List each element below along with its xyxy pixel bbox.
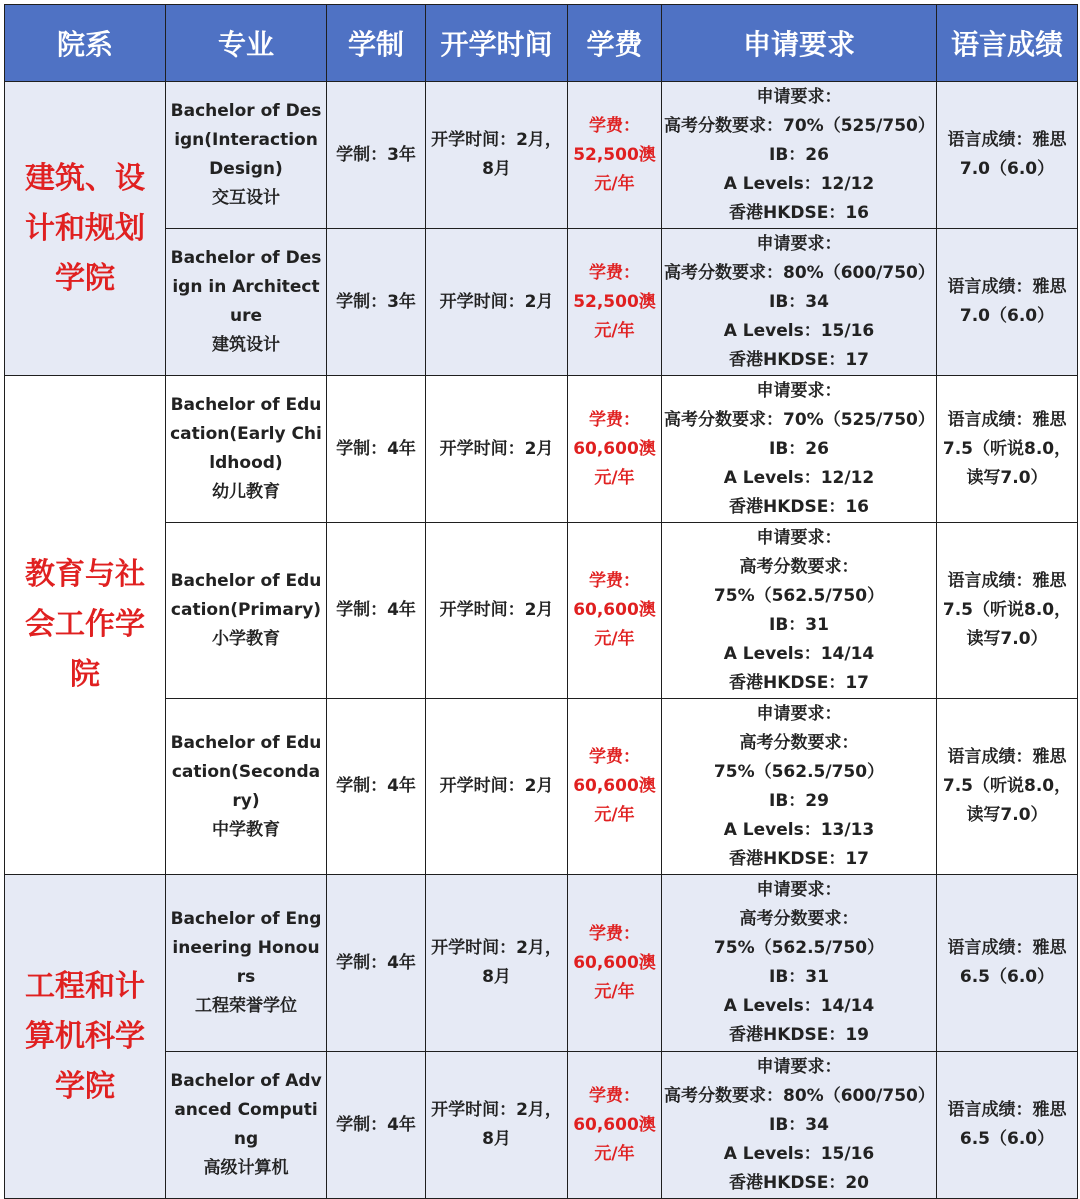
fee-cell: 学费：60,600澳元/年 [568,1052,662,1199]
req-alevel: A Levels：12/12 [723,467,875,488]
major-cell [166,1052,327,1199]
req-hkdse: 香港HKDSE：19 [728,1025,870,1045]
req-title: 申请要求： [756,86,842,107]
req-hkdse: 香港HKDSE：16 [728,202,870,223]
requirements-cell [662,523,937,699]
requirements-cell [662,1052,937,1199]
req-hkdse: 香港HKDSE：16 [728,496,870,517]
req-hkdse: 香港HKDSE：17 [728,349,870,370]
header-duration: 学制 [327,5,426,82]
program-table [4,4,1078,1199]
fee-cell: 学费：60,600澳元/年 [568,699,662,875]
intake-cell: 开学时间：2月，8月 [426,875,568,1052]
intake-cell: 开学时间：2月，8月 [426,1052,568,1199]
header-language: 语言成绩 [937,5,1078,82]
req-title: 申请要求： [756,527,842,548]
req-gaokao: 高考分数要求：75%（562.5/750） [713,556,885,606]
intake-cell: 开学时间：2月 [426,523,568,699]
table-row [5,82,1078,229]
requirements-cell [662,875,937,1052]
req-title: 申请要求： [756,880,842,900]
duration-cell: 学制：4年 [327,875,426,1052]
req-ib: IB：31 [769,967,829,987]
major-english: Bachelor of Education(Early Childhood) [170,395,322,473]
header-fee: 学费 [568,5,662,82]
language-cell: 语言成绩：雅思6.5（6.0） [937,875,1078,1052]
req-alevel: A Levels：12/12 [723,173,875,194]
language-cell: 语言成绩：雅思7.5（听说8.0，读写7.0） [937,523,1078,699]
requirements-cell [662,699,937,875]
major-cell [166,376,327,523]
table-row [5,875,1078,1052]
duration-cell: 学制：4年 [327,376,426,523]
req-title: 申请要求： [756,233,842,254]
requirements-cell [662,376,937,523]
req-title: 申请要求： [756,703,842,724]
req-gaokao: 高考分数要求：80%（600/750） [664,262,935,283]
department-name: 工程和计算机科学学院 [5,875,166,1199]
department-name: 教育与社会工作学院 [5,376,166,875]
fee-cell: 学费：52,500澳元/年 [568,229,662,376]
intake-cell: 开学时间：2月 [426,376,568,523]
req-ib: IB：31 [769,614,829,635]
language-cell: 语言成绩：雅思7.0（6.0） [937,82,1078,229]
intake-cell: 开学时间：2月 [426,229,568,376]
major-english: Bachelor of Design in Architecture [170,248,322,326]
department-name: 建筑、设计和规划学院 [5,82,166,376]
req-gaokao: 高考分数要求：80%（600/750） [664,1085,935,1106]
program-table-wrapper [4,4,1077,1199]
major-chinese: 小学教育 [212,629,280,649]
major-english: Bachelor of Advanced Computing [170,1071,322,1149]
language-cell: 语言成绩：雅思6.5（6.0） [937,1052,1078,1199]
req-alevel: A Levels：14/14 [723,996,875,1016]
major-cell [166,875,327,1052]
req-title: 申请要求： [756,1056,842,1077]
header-row [5,5,1078,82]
req-gaokao: 高考分数要求：70%（525/750） [664,409,935,430]
req-alevel: A Levels：15/16 [723,320,875,341]
table-row [5,1052,1078,1199]
req-ib: IB：34 [769,291,829,312]
req-hkdse: 香港HKDSE：17 [728,848,870,869]
language-cell: 语言成绩：雅思7.5（听说8.0，读写7.0） [937,699,1078,875]
intake-cell: 开学时间：2月 [426,699,568,875]
req-ib: IB：34 [769,1114,829,1135]
req-alevel: A Levels：15/16 [723,1143,875,1164]
major-cell [166,523,327,699]
major-english: Bachelor of Education(Secondary) [170,732,322,811]
duration-cell: 学制：4年 [327,523,426,699]
fee-cell: 学费：60,600澳元/年 [568,376,662,523]
table-row [5,523,1078,699]
table-row [5,376,1078,523]
req-gaokao: 高考分数要求：75%（562.5/750） [713,732,885,782]
header-major: 专业 [166,5,327,82]
req-ib: IB：29 [769,790,829,811]
header-dept: 院系 [5,5,166,82]
header-intake: 开学时间 [426,5,568,82]
major-cell [166,82,327,229]
major-english: Bachelor of Engineering Honours [170,909,322,987]
language-cell: 语言成绩：雅思7.5（听说8.0，读写7.0） [937,376,1078,523]
major-english: Bachelor of Design(Interaction Design) [170,101,322,179]
duration-cell: 学制：4年 [327,699,426,875]
req-alevel: A Levels：13/13 [723,819,875,840]
fee-cell: 学费：52,500澳元/年 [568,82,662,229]
table-row [5,699,1078,875]
major-chinese: 工程荣誉学位 [195,996,297,1016]
req-hkdse: 香港HKDSE：17 [728,672,870,693]
req-hkdse: 香港HKDSE：20 [728,1172,870,1193]
requirements-cell [662,82,937,229]
duration-cell: 学制：3年 [327,82,426,229]
major-chinese: 中学教育 [212,819,280,840]
major-chinese: 幼儿教育 [212,482,280,502]
intake-cell: 开学时间：2月，8月 [426,82,568,229]
major-cell [166,229,327,376]
major-english: Bachelor of Education(Primary) [170,571,322,620]
req-alevel: A Levels：14/14 [723,643,875,664]
req-title: 申请要求： [756,380,842,401]
major-cell [166,699,327,875]
table-row [5,229,1078,376]
req-gaokao: 高考分数要求：75%（562.5/750） [713,909,885,958]
req-ib: IB：26 [769,144,829,165]
fee-cell: 学费：60,600澳元/年 [568,523,662,699]
duration-cell: 学制：3年 [327,229,426,376]
major-chinese: 交互设计 [212,188,280,208]
major-chinese: 高级计算机 [203,1158,289,1178]
header-requirements: 申请要求 [662,5,937,82]
fee-cell: 学费：60,600澳元/年 [568,875,662,1052]
language-cell: 语言成绩：雅思7.0（6.0） [937,229,1078,376]
req-ib: IB：26 [769,438,829,459]
major-chinese: 建筑设计 [212,335,280,355]
requirements-cell [662,229,937,376]
req-gaokao: 高考分数要求：70%（525/750） [664,115,935,136]
duration-cell: 学制：4年 [327,1052,426,1199]
